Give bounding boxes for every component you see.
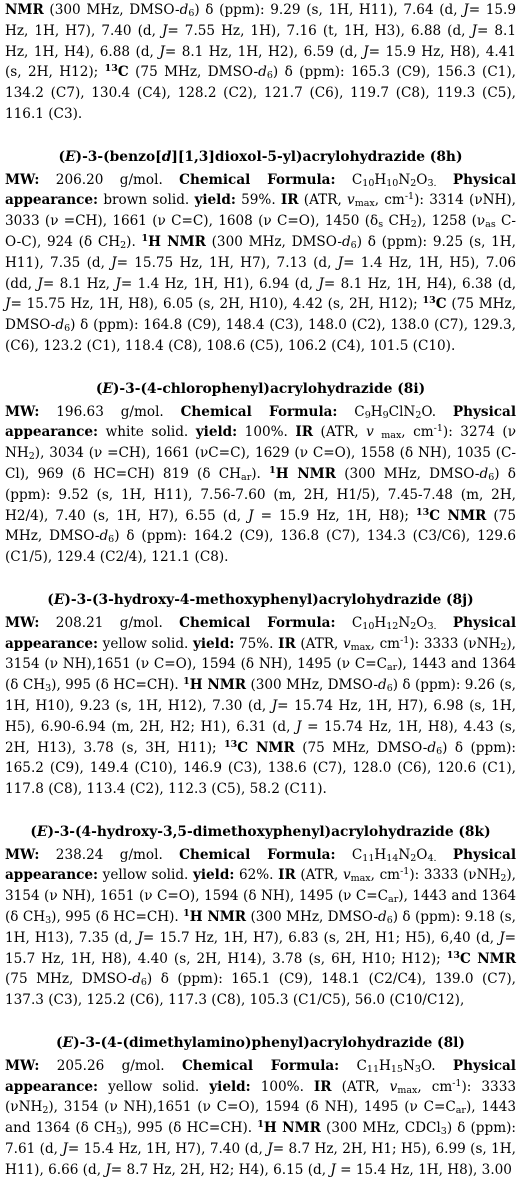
compound-entry-8i — [5, 379, 516, 568]
compound-description: MW: 208.21 g/mol. Chemical Formula: $C_{10}H_{12}N_2O_{3.}$ Physical appearance: yellow solid. yield: 75%. IR (ATR, $v_{max}$, $cm^{-1}$): 3333 (νNH$_2$), 3154 (ν NH),1651 (ν C=O), 1594 (δ NH), 1495 (ν $C=C_{ar}$), 1443 and 1364 (δ $CH_3$), 995 (δ HC=CH). $^1$H NMR (300 MHz, DMSO-$d_6$) δ (ppm): 9.26 (s, 1H, H10), 9.23 (s, 1H, H12), 7.30 (d, J= 15.74 Hz, 1H, H7), 6.98 (s, 1H, H5), 6.90-6.94 (m, 2H, H2; H1), 6.31 (d, J = 15.74 Hz, 1H, H8), 4.43 (s, 2H, H13), 3.78 (s, 3H, H11); $^{13}$C NMR (75 MHz, DMSO-$d_6$) δ (ppm): 165.2 (C9), 149.4 (C10), 146.9 (C3), 138.6 (C7), 128.0 (C6), 120.6 (C1), 117.8 (C8), 113.4 (C2), 112.3 (C5), 58.2 (C11). — [5, 614, 516, 798]
compound-description: MW: 196.63 g/mol. Chemical Formula: $C_9H_9ClN_2O$. Physical appearance: white solid. yield: 100%. IR (ATR, v $_{max}$, $cm^{-1}$): 3274 (ν $NH_2$), 3034 (ν =CH), 1661 (νC=C), 1629 (ν C=O), 1558 (δ NH), 1035 (C-Cl), 969 (δ HC=CH) 819 (δ $CH_{ar}$). $^1$H NMR (300 MHz, DMSO-$d_6$) δ (ppm): 9.52 (s, 1H, H11), 7.56-7.60 (m, 2H, H1/5), 7.45-7.48 (m, 2H, H2/4), 7.40 (s, 1H, H7), 6.55 (d, J = 15.9 Hz, 1H, H8); $^{13}$C NMR (75 MHz, DMSO-$d_6$) δ (ppm): 164.2 (C9), 136.8 (C7), 134.3 (C3/C6), 129.6 (C1/5), 129.4 (C2/4), 121.1 (C8). — [5, 403, 516, 566]
compound-entry-8h — [5, 147, 516, 357]
compound-description: MW: 206.20 g/mol. Chemical Formula: $C_{10}H_{10}N_2O_{3.}$ Physical appearance: brown solid. yield: 59%. IR (ATR, $v_{max}$, $cm^{-1}$): 3314 (νNH), 3033 (ν =CH), 1661 (ν C=C), 1608 (ν C=O), 1450 ($\delta_s$ $CH_2$), 1258 ($\nu_{as}$ C-O-C), 924 (δ $CH_2$). $^1$H NMR (300 MHz, DMSO-$d_6$) δ (ppm): 9.25 (s, 1H, H11), 7.35 (d, J= 15.75 Hz, 1H, H7), 7.13 (d, J= 1.4 Hz, 1H, H5), 7.06 (dd, J= 8.1 Hz, J= 1.4 Hz, 1H, H1), 6.94 (d, J= 8.1 Hz, 1H, H4), 6.38 (d, J= 15.75 Hz, 1H, H8), 6.05 (s, 2H, H10), 4.42 (s, 2H, H12); $^{13}$C (75 MHz, DMSO-$d_6$) δ (ppm): 164.8 (C9), 148.4 (C3), 148.0 (C2), 138.0 (C7), 129.3, (C6), 123.2 (C1), 118.4 (C8), 108.6 (C5), 106.2 (C4), 101.5 (C10). — [5, 171, 517, 354]
compound-entry-8k — [5, 822, 516, 1011]
compound-title: (E)-3-(4-(dimethylamino)phenyl)acrylohydrazide (8l) — [56, 1035, 465, 1052]
compound-entry-8l — [5, 1033, 516, 1181]
compound-title: (E)-3-(4-chlorophenyl)acrylohydrazide (8i) — [95, 380, 426, 397]
compound-description: MW: 238.24 g/mol. Chemical Formula: $C_{11}H_{14}N_2O_{4.}$ Physical appearance: yellow solid. yield: 62%. IR (ATR, $v_{max}$, $cm^{-1}$): 3333 (νNH$_2$), 3154 (ν NH), 1651 (ν C=O), 1594 (δ NH), 1495 (ν $C=C_{ar}$), 1443 and 1364 (δ $CH_3$), 995 (δ HC=CH). $^1$H NMR (300 MHz, DMSO-$d_6$) δ (ppm): 9.18 (s, 1H, H13), 7.35 (d, J= 15.7 Hz, 1H, H7), 6.83 (s, 2H, H1; H5), 6,40 (d, J= 15.7 Hz, 1H, H8), 4.40 (s, 2H, H14), 3.78 (s, 6H, H10; H12); $^{13}$C NMR (75 MHz, DMSO-$d_6$) δ (ppm): 165.1 (C9), 148.1 (C2/C4), 139.0 (C7), 137.3 (C3), 125.2 (C6), 117.3 (C8), 105.3 (C1/C5), 56.0 (C10/C12), — [5, 846, 516, 1009]
entry-8g-continuation: NMR (300 MHz, DMSO-$d_6$) δ (ppm): 9.29 (s, 1H, H11), 7.64 (d, J= 15.9 Hz, 1H, H7), 7.40 (d, J= 7.55 Hz, 1H), 7.16 (t, 1H, H3), 6.88 (d, J= 8.1 Hz, 1H, H4), 6.88 (d, J= 8.1 Hz, 1H, H2), 6.59 (d, J= 15.9 Hz, H8), 4.41 (s, 2H, H12); $^{13}$C (75 MHz, DMSO-$d_6$) δ (ppm): 165.3 (C9), 156.3 (C1), 134.2 (C7), 130.4 (C4), 128.2 (C2), 121.7 (C6), 119.7 (C8), 119.3 (C5), 116.1 (C3). — [5, 2, 516, 122]
compound-title: (E)-3-(4-hydroxy-3,5-dimethoxyphenyl)acrylohydrazide (8k) — [30, 823, 491, 840]
compound-title: (E)-3-(3-hydroxy-4-methoxyphenyl)acrylohydrazide (8j) — [47, 591, 474, 608]
compound-entry-8j — [5, 590, 516, 800]
compound-title: (E)-3-(benzo[d][1,3]dioxol-5-yl)acrylohydrazide (8h) — [58, 148, 463, 165]
compound-description: MW: 205.26 g/mol. Chemical Formula: $C_{11}H_{15}N_3O$. Physical appearance: yellow solid. yield: 100%. IR (ATR, $v_{max}$, $cm^{-1}$): 3333 (νNH$_2$), 3154 (ν NH),1651 (ν C=O), 1594 (δ NH), 1495 (ν $C=C_{ar}$), 1443 and 1364 (δ $CH_3$), 995 (δ HC=CH). $^1$H NMR (300 MHz, CDCl$_3$) δ (ppm): 7.61 (d, J= 15.4 Hz, 1H, H7), 7.40 (d, J= 8.7 Hz, 2H, H1; H5), 6.99 (s, 1H, H11), 6.66 (d, J= 8.7 Hz, 2H, H2; H4), 6.15 (d, J = 15.4 Hz, 1H, H8), 3.00 — [5, 1057, 516, 1178]
